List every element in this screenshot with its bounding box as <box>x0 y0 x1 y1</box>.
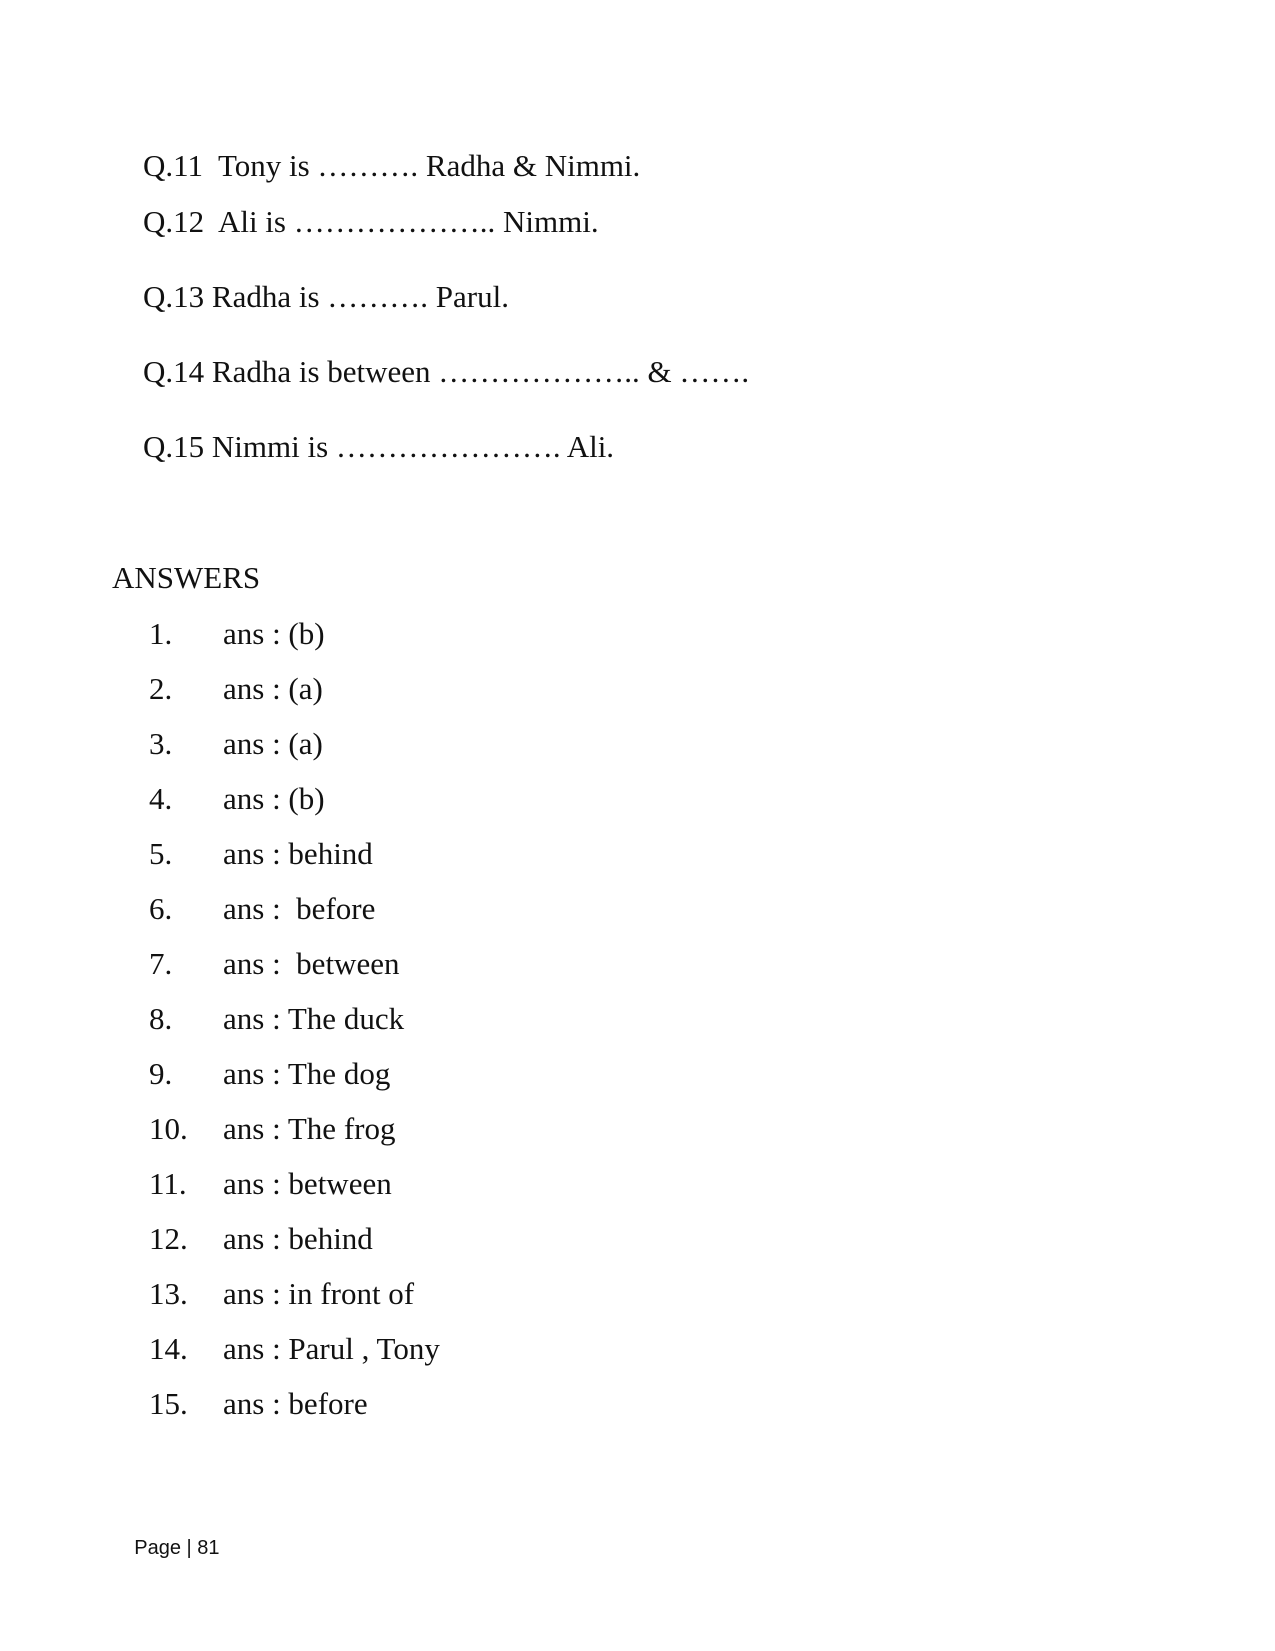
question-text: Nimmi is …………………. Ali. <box>211 429 615 464</box>
answer-text: ans : behind <box>223 836 373 871</box>
answer-text: ans : (b) <box>223 781 325 816</box>
question-number: Q.15 <box>143 429 205 464</box>
answer-number: 3. <box>149 726 173 761</box>
answer-number: 13. <box>149 1276 188 1311</box>
page-number: 81 <box>197 1537 220 1559</box>
answer-number: 9. <box>149 1056 173 1091</box>
answer-number: 1. <box>149 616 173 651</box>
question-text: Radha is between ……………….. & ……. <box>211 354 750 389</box>
answer-text: ans : in front of <box>223 1276 415 1311</box>
answer-text: ans : between <box>223 1166 392 1201</box>
answer-text: ans : between <box>223 946 400 981</box>
answer-number: 14. <box>149 1331 188 1366</box>
answer-text: ans : (b) <box>223 616 325 651</box>
answer-text: ans : (a) <box>223 726 323 761</box>
answer-number: 12. <box>149 1221 188 1256</box>
answer-text: ans : before <box>223 891 376 926</box>
answer-text: ans : behind <box>223 1221 373 1256</box>
question-text: Tony is ………. Radha & Nimmi. <box>217 148 641 183</box>
page-label: Page <box>134 1537 181 1559</box>
answer-text: ans : The dog <box>223 1056 391 1091</box>
answer-number: 8. <box>149 1001 173 1036</box>
question-number: Q.14 <box>143 354 205 389</box>
question-15 <box>112 393 614 501</box>
answer-number: 2. <box>149 671 173 706</box>
question-text: Ali is ……………….. Nimmi. <box>217 204 599 239</box>
question-number: Q.11 <box>143 148 203 183</box>
answer-text: ans : before <box>223 1386 368 1421</box>
answer-text: ans : (a) <box>223 671 323 706</box>
answer-text: ans : Parul , Tony <box>223 1331 440 1366</box>
page-separator: | <box>186 1537 192 1559</box>
answer-text: ans : The duck <box>223 1001 405 1036</box>
answer-text: ans : The frog <box>223 1111 396 1146</box>
answer-number: 15. <box>149 1386 188 1421</box>
answers-heading: ANSWERS <box>112 560 261 595</box>
answer-number: 4. <box>149 781 173 816</box>
answer-number: 6. <box>149 891 173 926</box>
answer-number: 11. <box>149 1166 187 1201</box>
answer-number: 5. <box>149 836 173 871</box>
answer-number: 10. <box>149 1111 188 1146</box>
question-text: Radha is ………. Parul. <box>211 279 509 314</box>
answer-number: 7. <box>149 946 173 981</box>
page-footer <box>112 1512 220 1584</box>
question-number: Q.13 <box>143 279 205 314</box>
question-number: Q.12 <box>143 204 205 239</box>
